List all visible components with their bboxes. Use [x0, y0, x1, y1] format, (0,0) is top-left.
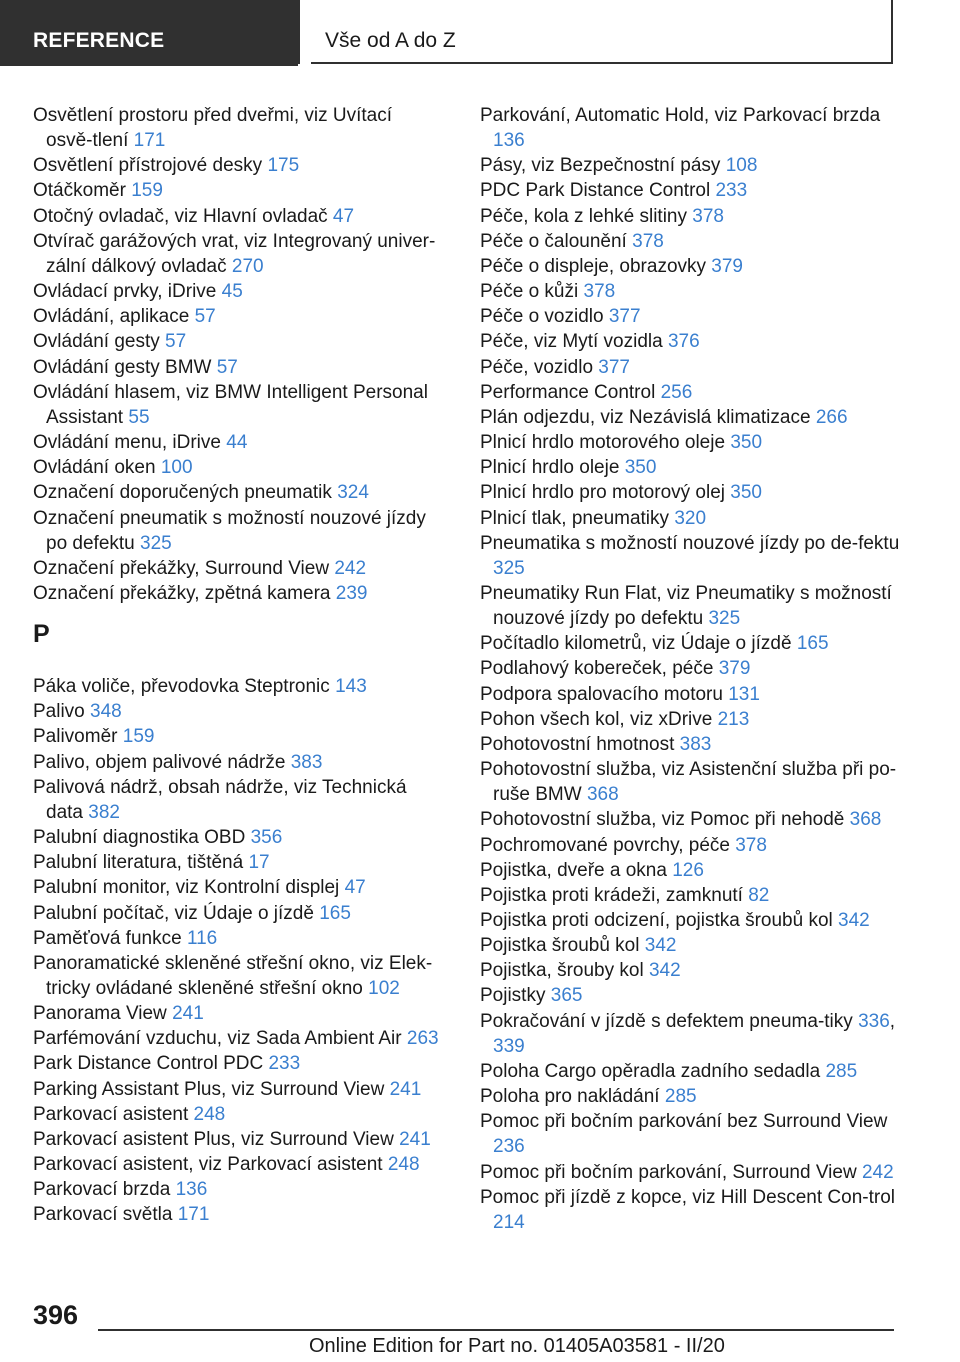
index-entry-term: Podlahový kobereček, péče	[480, 658, 714, 680]
index-entry-term: Pásy, viz Bezpečnostní pásy	[480, 155, 721, 177]
page-reference-link[interactable]: 242	[861, 1161, 894, 1183]
index-entry	[33, 724, 443, 749]
page-reference-link[interactable]: 320	[674, 507, 707, 529]
index-entry	[480, 355, 900, 380]
index-entry-term: Péče, kola z lehké slitiny	[480, 205, 687, 227]
index-entry	[33, 1077, 443, 1102]
index-entry	[33, 329, 443, 354]
page-reference-link[interactable]: 383	[290, 751, 323, 773]
index-entry	[480, 707, 900, 732]
index-entry	[480, 279, 900, 304]
index-entry	[33, 1177, 443, 1202]
index-entry	[480, 933, 900, 958]
page-reference-link[interactable]: 325	[708, 608, 741, 630]
index-entry-term: PDC Park Distance Control	[480, 180, 711, 202]
page-reference-link[interactable]: 365	[550, 985, 583, 1007]
index-entry-term: Ovládání oken	[33, 457, 156, 479]
index-entry	[480, 1185, 900, 1235]
page-reference-link[interactable]: 378	[692, 205, 724, 227]
index-entry	[33, 1001, 443, 1026]
page-reference-link[interactable]: 241	[389, 1078, 422, 1100]
index-entry	[480, 1084, 900, 1109]
index-entry-term: Otvírač garážových vrat, viz Integrovaný univer‐zální dálkový ovladač	[33, 230, 436, 277]
index-entry	[33, 1026, 443, 1051]
index-entry	[480, 430, 900, 455]
index-entry-term: Parkovací asistent Plus, viz Surround View	[33, 1128, 394, 1150]
index-entry	[33, 556, 443, 581]
page-reference-link[interactable]: 242	[334, 557, 367, 579]
page-reference-link[interactable]: 382	[88, 801, 120, 823]
page-reference-link[interactable]: 368	[849, 809, 882, 831]
index-entry-term: Pohotovostní služba, viz Pomoc při nehodě	[480, 809, 845, 831]
index-entry-term: Pneumatiky Run Flat, viz Pneumatiky s možností nouzové jízdy po defektu	[480, 582, 892, 630]
index-entry	[33, 178, 443, 203]
index-entry	[33, 279, 443, 304]
index-entry	[480, 631, 900, 656]
index-entry	[33, 850, 443, 875]
index-entry-term: Parfémování vzduchu, viz Sada Ambient Air	[33, 1028, 402, 1050]
page-reference-link[interactable]: 378	[632, 230, 664, 252]
index-entry	[480, 455, 900, 480]
page-reference-link[interactable]: 263	[406, 1028, 439, 1050]
index-entry	[480, 405, 900, 430]
footer-edition-text: Online Edition for Part no. 01405A03581 - II/20	[309, 1335, 725, 1357]
page-reference-link[interactable]: 159	[122, 726, 155, 748]
index-column-left	[33, 103, 443, 1228]
page-reference-link[interactable]: 175	[267, 155, 300, 177]
index-entry-term: Palivová nádrž, obsah nádrže, viz Technická data	[33, 776, 407, 823]
index-entry	[33, 951, 443, 1001]
page-reference-link[interactable]: 239	[335, 582, 368, 604]
index-entry-term: Plnicí hrdlo motorového oleje	[480, 432, 726, 454]
index-entry-term: Péče, viz Mytí vozidla	[480, 331, 663, 353]
index-entry-term: Počítadlo kilometrů, viz Údaje o jízdě	[480, 633, 792, 655]
page-reference-link[interactable]: 285	[664, 1086, 697, 1108]
index-entry-term: Parkovací brzda	[33, 1179, 171, 1201]
index-entry-term: Péče, vozidlo	[480, 356, 594, 378]
index-entry-term: Pojistky	[480, 985, 546, 1007]
page-reference-link[interactable]: 47	[332, 205, 355, 227]
page-reference-link[interactable]: 379	[711, 255, 743, 277]
index-column-right	[480, 103, 900, 1235]
index-entry-term: Označení překážky, Surround View	[33, 557, 330, 579]
index-entry-term: Ovládání gesty	[33, 331, 160, 353]
page-reference-link[interactable]: 339	[493, 1035, 525, 1057]
index-entry-term: Plnicí hrdlo oleje	[480, 457, 620, 479]
page-reference-link[interactable]: 47	[344, 877, 366, 899]
index-entry-term: Ovládání, aplikace	[33, 306, 190, 328]
page-reference-link[interactable]: 270	[231, 255, 264, 277]
index-entry-term: Panoramatické skleněné střešní okno, viz Elek‐tricky ovládané skleněné střešní okno	[33, 952, 433, 999]
index-entry	[33, 674, 443, 699]
index-entry-term: Plnicí tlak, pneumatiky	[480, 507, 670, 529]
index-entry-term: Pojistka proti krádeži, zamknutí	[480, 884, 743, 906]
index-entry-term: Pojistka, šrouby kol	[480, 960, 644, 982]
index-entry-term: Panorama View	[33, 1003, 167, 1025]
index-entry	[480, 178, 900, 203]
index-entry-term: Ovládání gesty BMW	[33, 356, 212, 378]
index-entry	[480, 229, 900, 254]
index-entry-term: Osvětlení prostoru před dveřmi, viz Uvítací osvě‐tlení	[33, 105, 393, 152]
index-entry-term: Plán odjezdu, viz Nezávislá klimatizace	[480, 406, 811, 428]
index-entry-term: Palivo, objem palivové nádrže	[33, 751, 286, 773]
index-entry	[480, 204, 900, 229]
page-reference-link[interactable]: 214	[493, 1211, 525, 1233]
index-entry-term: Parkovací asistent	[33, 1103, 189, 1125]
page-reference-link[interactable]: 285	[825, 1060, 858, 1082]
page-reference-link[interactable]: 378	[735, 834, 767, 856]
index-entry-term: Páka voliče, převodovka Steptronic	[33, 676, 330, 698]
page-reference-link[interactable]: 266	[815, 406, 848, 428]
index-entry-term: Pohotovostní služba, viz Asistenční služba při po‐ruše BMW	[480, 759, 897, 806]
index-entry	[33, 229, 443, 279]
page-reference-link[interactable]: 342	[644, 935, 677, 957]
index-entry	[33, 875, 443, 900]
index-entry-term: Poloha Cargo opěradla zadního sedadla	[480, 1060, 821, 1082]
page-reference-link[interactable]: 165	[796, 633, 829, 655]
page-reference-link[interactable]: 342	[648, 960, 681, 982]
index-entry	[33, 581, 443, 606]
page-reference-link[interactable]: 136	[175, 1179, 208, 1201]
index-entry	[33, 103, 443, 153]
page-reference-link[interactable]: 171	[177, 1204, 210, 1226]
index-entry	[33, 1152, 443, 1177]
index-entry	[480, 581, 900, 631]
index-entry-term: Pokračování v jízdě s defektem pneuma‐tiky	[480, 1010, 853, 1032]
index-entry	[480, 1059, 900, 1084]
index-entry	[33, 825, 443, 850]
index-entry	[480, 480, 900, 505]
chapter-title: Vše od A do Z	[325, 29, 456, 52]
page-reference-link[interactable]: 256	[660, 381, 693, 403]
index-entry	[480, 858, 900, 883]
page-reference-link[interactable]: 241	[399, 1128, 431, 1150]
index-entry	[480, 883, 900, 908]
page-reference-link[interactable]: 44	[226, 432, 248, 454]
index-entry	[33, 775, 443, 825]
index-entry	[480, 958, 900, 983]
index-entry	[33, 304, 443, 329]
page-reference-link[interactable]: 233	[715, 180, 748, 202]
index-entry	[480, 1109, 900, 1159]
page-reference-link[interactable]: 248	[387, 1154, 420, 1176]
page-reference-link[interactable]: 342	[838, 910, 870, 931]
page-reference-link[interactable]: 236	[493, 1136, 525, 1158]
page-reference-link[interactable]: 348	[90, 701, 122, 723]
page-reference-link[interactable]: 356	[250, 827, 283, 849]
index-entry-term: Palubní diagnostika OBD	[33, 827, 246, 849]
page-reference-link[interactable]: 116	[186, 927, 218, 949]
page-reference-link[interactable]: 324	[337, 482, 369, 504]
index-entry-term: Pojistka proti odcizení, pojistka šroubů kol	[480, 910, 833, 931]
index-entry	[33, 153, 443, 178]
index-entry	[480, 732, 900, 757]
page-reference-link[interactable]: 233	[268, 1053, 301, 1075]
index-entry	[480, 656, 900, 681]
index-entry	[33, 1127, 443, 1152]
page-reference-link[interactable]: 100	[160, 457, 193, 479]
page-reference-link[interactable]: 377	[598, 356, 630, 378]
page-reference-link[interactable]: 45	[221, 281, 243, 303]
index-entry-term: Pomoc při bočním parkování, Surround View	[480, 1161, 857, 1183]
index-entry	[33, 1051, 443, 1076]
footer-divider	[98, 1329, 894, 1331]
index-entry-term: Palivo	[33, 701, 85, 723]
page-reference-link[interactable]: 241	[172, 1003, 204, 1025]
index-entry-term: Paměťová funkce	[33, 927, 182, 949]
index-entry	[480, 757, 900, 807]
page-reference-link[interactable]: 350	[730, 432, 763, 454]
index-entry	[33, 1102, 443, 1127]
page-header	[0, 0, 960, 66]
page-reference-link[interactable]: 350	[730, 482, 762, 504]
page-reference-link[interactable]: 377	[608, 306, 641, 328]
index-entry-term: Palubní monitor, viz Kontrolní displej	[33, 877, 340, 899]
index-entry	[33, 455, 443, 480]
index-entry	[33, 380, 443, 430]
index-group-p-continued	[480, 103, 900, 1235]
page-reference-link[interactable]: 57	[216, 356, 238, 378]
index-entry-term: Označení překážky, zpětná kamera	[33, 582, 331, 604]
index-entry-term: Péče o vozidlo	[480, 306, 604, 328]
index-entry	[33, 901, 443, 926]
index-entry-term: Palubní literatura, tištěná	[33, 852, 244, 874]
index-entry-term: Parking Assistant Plus, viz Surround View	[33, 1078, 385, 1100]
page-reference-link[interactable]: 57	[165, 331, 187, 353]
index-entry	[480, 304, 900, 329]
page-reference-link[interactable]: 126	[672, 859, 704, 881]
index-entry	[480, 531, 900, 581]
index-entry	[480, 153, 900, 178]
index-entry-term: Péče o kůži	[480, 281, 579, 303]
index-entry-term: Plnicí hrdlo pro motorový olej	[480, 482, 725, 504]
index-entry-term: Palubní počítač, viz Údaje o jízdě	[33, 902, 314, 924]
index-entry-term: Parkování, Automatic Hold, viz Parkovací brzda	[480, 105, 881, 126]
section-label: REFERENCE	[33, 29, 165, 52]
index-entry-term: Pojistka šroubů kol	[480, 935, 640, 957]
page-reference-link[interactable]: 383	[679, 733, 712, 755]
index-entry	[480, 983, 900, 1008]
index-entry	[480, 103, 900, 153]
index-entry	[33, 750, 443, 775]
index-entry-term: Označení pneumatik s možností nouzové jízdy po defektu	[33, 507, 426, 554]
index-entry-term: Podpora spalovacího motoru	[480, 683, 723, 705]
page-reference-link[interactable]: 171	[133, 130, 166, 152]
index-entry	[33, 926, 443, 951]
index-entry-term: Pohotovostní hmotnost	[480, 733, 675, 755]
page-reference-link[interactable]: 143	[335, 676, 367, 698]
index-entry-term: Palivoměr	[33, 726, 118, 748]
index-entry-term: Park Distance Control PDC	[33, 1053, 264, 1075]
index-entry	[480, 807, 900, 832]
page-reference-link[interactable]: 376	[667, 331, 700, 353]
index-entry-term: Osvětlení přístrojové desky	[33, 155, 263, 177]
index-entry-term: Otočný ovladač, viz Hlavní ovladač	[33, 205, 328, 227]
page-reference-link[interactable]: 336	[858, 1010, 890, 1032]
index-entry-term: Pomoc při bočním parkování bez Surround View	[480, 1111, 888, 1133]
page-reference-link[interactable]: 102	[368, 978, 400, 999]
page-reference-link[interactable]: 368	[586, 784, 619, 806]
index-entry-term: Péče o čalounění	[480, 230, 627, 252]
page-reference-link[interactable]: 378	[583, 281, 616, 303]
index-entry-term: Poloha pro nakládání	[480, 1086, 660, 1108]
index-entry-term: Parkovací světla	[33, 1204, 173, 1226]
index-entry	[480, 254, 900, 279]
index-entry-term: Pomoc při jízdě z kopce, viz Hill Descent Con‐trol	[480, 1186, 895, 1208]
page-reference-link[interactable]: 159	[131, 180, 163, 202]
page-reference-link[interactable]: 379	[718, 658, 751, 680]
index-entry-term: Pohon všech kol, viz xDrive	[480, 708, 713, 730]
page-reference-link[interactable]: 131	[728, 683, 760, 705]
index-entry	[33, 355, 443, 380]
page-reference-link[interactable]: 213	[717, 708, 750, 730]
page-reference-link[interactable]: 248	[193, 1103, 226, 1125]
page-reference-link[interactable]: 17	[248, 852, 270, 874]
index-entry-term: Pneumatika s možností nouzové jízdy po de‐fektu	[480, 532, 900, 554]
index-entry-term: Péče o displeje, obrazovky	[480, 255, 707, 277]
index-entry-term: Ovládací prvky, iDrive	[33, 281, 217, 303]
page-reference-link[interactable]: 108	[725, 155, 758, 177]
index-entry	[33, 204, 443, 229]
index-entry-term: Ovládání hlasem, viz BMW Intelligent Personal Assistant	[33, 381, 428, 428]
index-entry	[33, 480, 443, 505]
index-entry-term: Pochromované povrchy, péče	[480, 834, 730, 856]
page-reference-link[interactable]: 165	[319, 902, 351, 924]
chapter-tab	[311, 0, 893, 64]
index-entry	[33, 699, 443, 724]
index-entry-term: Parkovací asistent, viz Parkovací asistent	[33, 1154, 383, 1176]
index-entry-term: Otáčkoměr	[33, 180, 126, 202]
page-reference-link[interactable]: 82	[748, 884, 770, 906]
index-entry-term: Označení doporučených pneumatik	[33, 482, 332, 504]
index-group-p	[33, 674, 443, 1227]
index-entry-term: Ovládání menu, iDrive	[33, 432, 221, 454]
index-entry	[480, 329, 900, 354]
index-group-o	[33, 103, 443, 606]
page-reference-link[interactable]: 350	[624, 457, 657, 479]
index-entry	[33, 506, 443, 556]
page-reference-link[interactable]: 136	[493, 130, 525, 152]
page-reference-link[interactable]: 57	[194, 306, 216, 328]
index-entry	[480, 682, 900, 707]
index-entry-term: Performance Control	[480, 381, 656, 403]
index-entry	[480, 1160, 900, 1185]
index-entry	[33, 430, 443, 455]
index-entry-term: Pojistka, dveře a okna	[480, 859, 667, 881]
page-reference-link[interactable]: 325	[140, 532, 172, 554]
index-entry: Pokračování v jízdě s defektem pneuma‐tiky 336, 339	[480, 1010, 896, 1057]
page-reference-link[interactable]: 55	[128, 406, 150, 428]
page-number: 396	[33, 1300, 79, 1330]
index-entry	[480, 833, 900, 858]
index-entry	[480, 908, 900, 933]
index-letter-heading: P	[33, 620, 50, 649]
index-entry	[33, 1202, 443, 1227]
section-tab	[0, 0, 298, 66]
index-entry	[480, 380, 900, 405]
index-entry	[480, 506, 900, 531]
page-reference-link[interactable]: 325	[493, 557, 525, 579]
